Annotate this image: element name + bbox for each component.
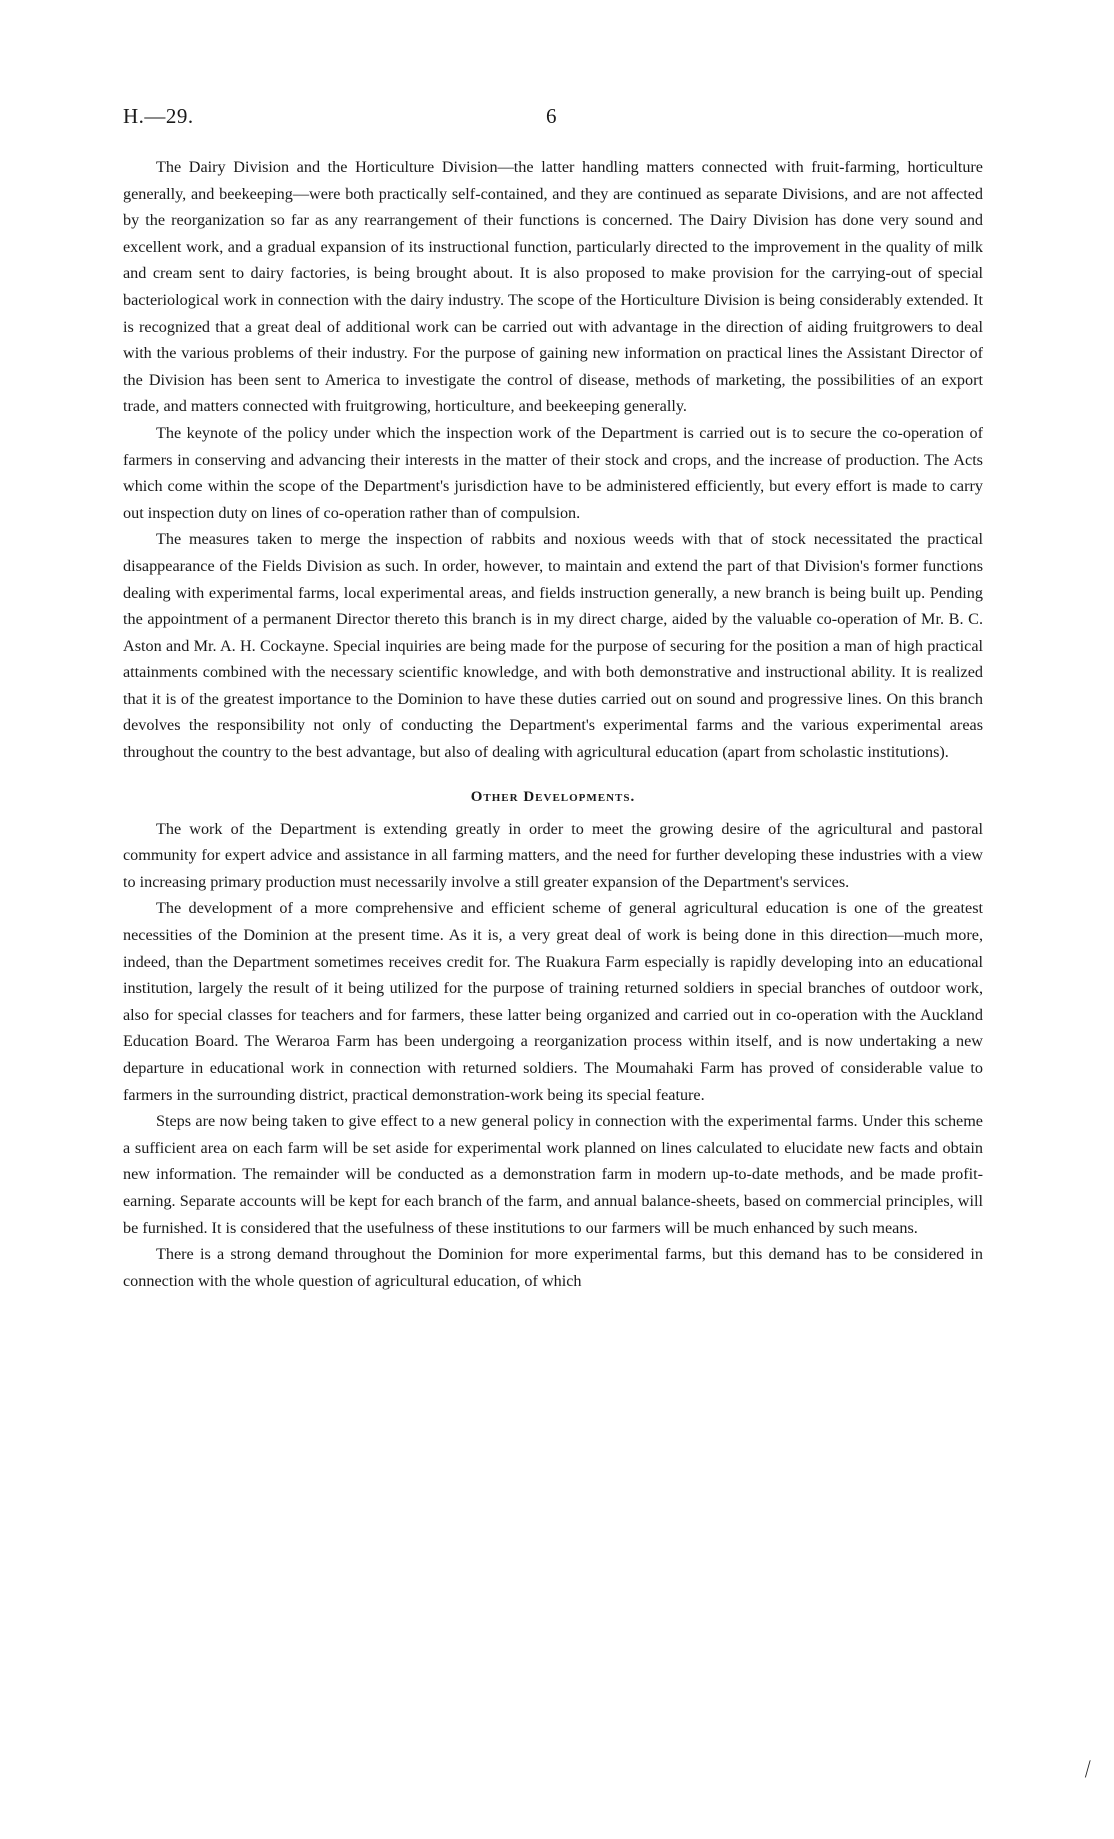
section-heading-other-developments: Other Developments. bbox=[470, 788, 636, 805]
paragraph-agricultural-education: The development of a more comprehensive and efficient scheme of general agricultural education is one of the greatest necessities of the Dominion at the present time. As it is, a very great deal of work is being done in this direction—much more, indeed, than the Department sometimes receives credit for. The Ruakura Farm especially is rapidly developing into an educational institution, largely the result of it being utilized for the purpose of training returned soldiers in special branches of outdoor work, also for special classes for teachers and for farmers, these latter being organized and carried out in co-operation with the Auckland Education Board. The Weraroa Farm has been undergoing a reorganization process within itself, and is now undertaking a new departure in educational work in connection with returned soldiers. The Moumahaki Farm has proved of considerable value to farmers in the surrounding district, practical demonstration-work being its special feature. bbox=[123, 899, 983, 1104]
page-header bbox=[123, 104, 989, 134]
paragraph-dairy-horticulture: The Dairy Division and the Horticulture Division—the latter handling matters connected with fruit-farming, horticulture generally, and beekeeping—were both practically self-contained, and they are continued as separate Divisions, and are not affected by the reorganization so far as any rearrangement of their functions is concerned. The Dairy Division has done very sound and excellent work, and a gradual expansion of its instructional function, particularly directed to the improvement in the quality of milk and cream sent to dairy factories, is being brought about. It is also proposed to make provision for the carrying-out of special bacteriological work in connection with the dairy industry. The scope of the Horticulture Division is being considerably extended. It is recognized that a great deal of additional work can be carried out with advantage in the direction of aiding fruitgrowers to deal with the various problems of their industry. For the purpose of gaining new information on practical lines the Assistant Director of the Division has been sent to America to investigate the control of disease, methods of marketing, the possibilities of an export trade, and matters connected with fruitgrowing, horticulture, and beekeeping generally. bbox=[123, 158, 983, 416]
paragraph-fields-division: The measures taken to merge the inspection of rabbits and noxious weeds with that of stock necessitated the practical disappearance of the Fields Division as such. In order, however, to maintain and extend the part of that Division's former functions dealing with experimental farms, local experimental areas, and fields instruction generally, a new branch is being built up. Pending the appointment of a permanent Director thereto this branch is in my direct charge, aided by the valuable co-operation of Mr. B. C. Aston and Mr. A. H. Cockayne. Special inquiries are being made for the purpose of securing for the position a man of high practical attainments combined with the necessary scientific knowledge, and with both demonstrative and instructional ability. It is realized that it is of the greatest importance to the Dominion to have these duties carried out on sound and progressive lines. On this branch devolves the responsibility not only of conducting the Department's experimental farms and the various experimental areas throughout the country to the best advantage, but also of dealing with agricultural education (apart from scholastic institutions). bbox=[123, 530, 983, 762]
paragraph-department-work: The work of the Department is extending greatly in order to meet the growing desire of the agricultural and pastoral community for expert advice and assistance in all farming matters, and the need for further developing these industries with a view to increasing primary production must necessarily involve a still greater expansion of the Department's services. bbox=[123, 819, 983, 891]
paragraph-demand-experimental-farms: There is a strong demand throughout the Dominion for more experimental farms, but this demand has to be considered in connection with the whole question of agricultural education, of which bbox=[123, 1245, 983, 1290]
page-number: 6 bbox=[546, 104, 557, 128]
paragraph-experimental-farms-policy: Steps are now being taken to give effect to a new general policy in connection with the experimental farms. Under this scheme a sufficient area on each farm will be set aside for experimental work planned on lines calculated to elucidate new facts and obtain new information. The remainder will be conducted as a demonstration farm in modern up-to-date methods, and be made profit-earning. Separate accounts will be kept for each branch of the farm, and annual balance-sheets, based on commercial principles, will be furnished. It is considered that the usefulness of these institutions to our farmers will be much enhanced by such means. bbox=[123, 1112, 983, 1237]
body-text bbox=[123, 154, 983, 1294]
paragraph-inspection-policy: The keynote of the policy under which the inspection work of the Department is carried out is to secure the co-operation of farmers in conserving and advancing their interests in the matter of their stock and crops, and the increase of production. The Acts which come within the scope of the Department's jurisdiction have to be administered efficiently, but every effort is made to carry out inspection duty on lines of co-operation rather than of compulsion. bbox=[123, 423, 983, 522]
document-reference: H.—29. bbox=[123, 104, 194, 128]
margin-mark-icon: ⁄ bbox=[1081, 1756, 1094, 1781]
